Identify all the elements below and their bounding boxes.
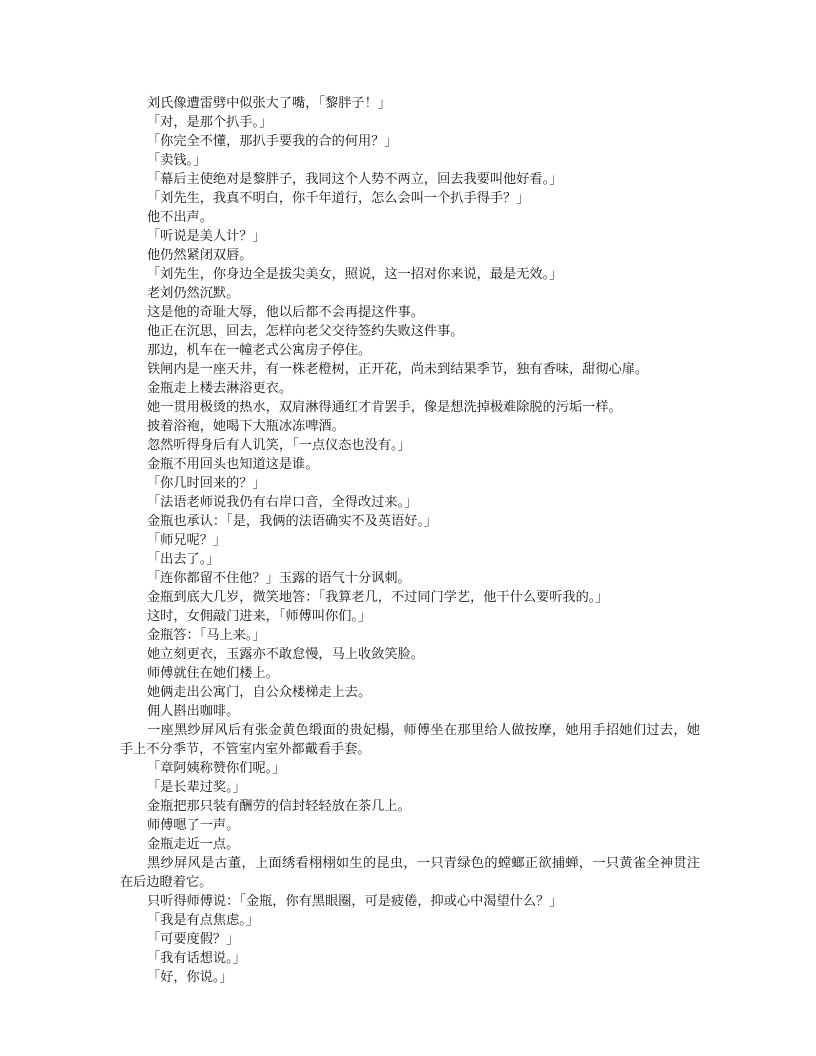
paragraph: 「我有话想说。」: [147, 951, 246, 966]
paragraph: 他仍然紧闭双唇。: [147, 248, 253, 263]
paragraph: 金瓶走近一点。: [147, 837, 240, 852]
paragraph: 「法语老师说我仍有右岸口音，全得改过来。」: [147, 495, 418, 510]
body-text: [120, 94, 700, 987]
paragraph: 金瓶走上楼去淋浴更衣。: [147, 381, 293, 396]
paragraph: 「我是有点焦虑。」: [147, 913, 260, 928]
paragraph: 「章阿姨称赞你们呢。」: [147, 761, 286, 776]
paragraph: 「你几时回来的？」: [147, 476, 266, 491]
paragraph: 铁闸内是一座天井，有一株老橙树，正开花，尚未到结果季节，独有香味，甜彻心扉。: [147, 362, 649, 377]
paragraph: 刘氏像遭雷劈中似张大了嘴，「黎胖子！」: [147, 96, 391, 111]
paragraph: 「刘先生，你身边全是拔尖美女，照说，这一招对你来说，最是无效。」: [147, 267, 563, 282]
paragraph: 他正在沉思，回去，怎样向老父交待签约失败这件事。: [147, 324, 464, 339]
paragraph: 「你完全不懂，那扒手要我的合的何用？」: [147, 134, 398, 149]
paragraph: 她立刻更衣，玉露亦不敢怠慢，马上收敛笑脸。: [147, 647, 424, 662]
paragraph: 那边，机车在一幢老式公寓房子停住。: [147, 343, 372, 358]
paragraph: 金瓶答：「马上来。」: [147, 628, 266, 643]
paragraph: 师傅就住在她们楼上。: [147, 666, 279, 681]
paragraph: 「出去了。」: [147, 552, 220, 567]
paragraph: 金瓶不用回头也知道这是谁。: [147, 457, 319, 472]
paragraph: 金瓶到底大几岁，微笑地答：「我算老几，不过同门学艺，他干什么要听我的。」: [147, 590, 609, 605]
paragraph: 黑纱屏风是古董，上面绣看栩栩如生的昆虫，一只青绿色的螳螂正欲捕蝉，一只黄雀全神贯注在后边瞪着它。: [120, 856, 700, 890]
paragraph: 「刘先生，我真不明白，你千年道行，怎么会叫一个扒手得手？」: [147, 191, 530, 206]
paragraph: 这是他的奇耻大辱，他以后都不会再提这件事。: [147, 305, 424, 320]
paragraph: 金瓶也承认：「是，我俩的法语确实不及英语好。」: [147, 514, 438, 529]
paragraph: 师傅嗯了一声。: [147, 818, 240, 833]
paragraph: 「对，是那个扒手。」: [147, 115, 273, 130]
paragraph: 她一贯用极烫的热水，双肩淋得通红才肯罢手，像是想洗掉极难除脱的污垢一样。: [147, 400, 622, 415]
paragraph: 这时，女佣敲门进来，「师傅叫你们。」: [147, 609, 372, 624]
paragraph: 「幕后主使绝对是黎胖子，我同这个人势不两立，回去我要叫他好看。」: [147, 172, 563, 187]
paragraph: 一座黑纱屏风后有张金黄色缎面的贵妃榻，师傅坐在那里给人做按摩，她用手招她们过去，她手上不分季节，不管室内室外都戴看手套。: [120, 723, 700, 757]
paragraph: 「连你都留不住他？」玉露的语气十分讽刺。: [147, 571, 411, 586]
paragraph: 她俩走出公寓门，自公众楼梯走上去。: [147, 685, 372, 700]
paragraph: 只听得师傅说：「金瓶，你有黑眼圈，可是疲倦，抑或心中渴望什么？」: [147, 894, 563, 909]
paragraph: 「师兄呢？」: [147, 533, 227, 548]
paragraph: 忽然听得身后有人讥笑，「一点仪态也没有。」: [147, 438, 411, 453]
paragraph: 「卖钱。」: [147, 153, 207, 168]
paragraph: 金瓶把那只装有酬劳的信封轻轻放在茶几上。: [147, 799, 411, 814]
paragraph: 披着浴袍，她喝下大瓶冰冻啤酒。: [147, 419, 345, 434]
paragraph: 「是长辈过奖。」: [147, 780, 246, 795]
paragraph: 他不出声。: [147, 210, 213, 225]
paragraph: 老刘仍然沉默。: [147, 286, 240, 301]
paragraph: 「可要度假？」: [147, 932, 240, 947]
paragraph: 「好，你说。」: [147, 970, 233, 985]
paragraph: 佣人斟出咖啡。: [147, 704, 240, 719]
paragraph: 「听说是美人计？」: [147, 229, 266, 244]
